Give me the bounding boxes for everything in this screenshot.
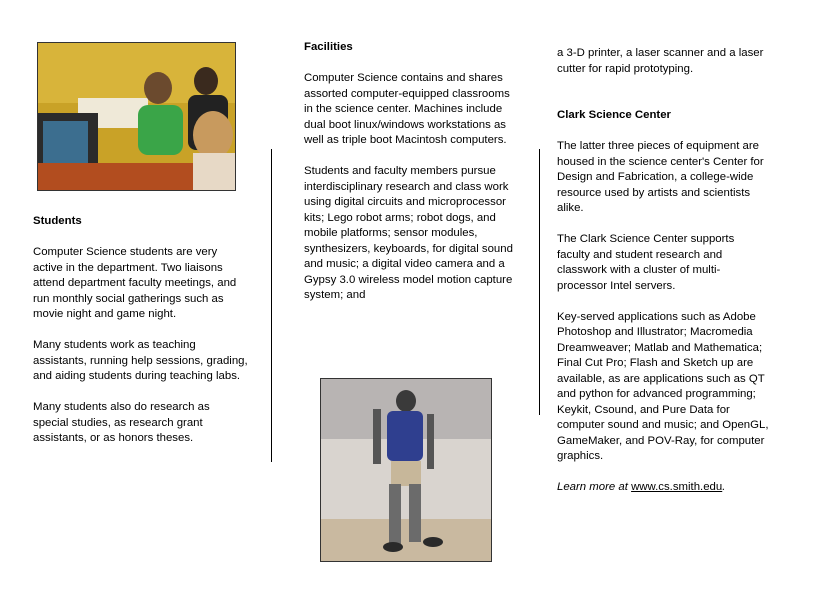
- website-link[interactable]: www.cs.smith.edu: [631, 481, 723, 493]
- facilities-paragraph: Computer Science contains and shares assorted computer-equipped classrooms in the science center. Machines include dual boot linux/windows workstations as well as triple boot Macintosh computers.: [304, 72, 510, 146]
- students-photo: [37, 42, 236, 191]
- students-paragraph: Computer Science students are very active in the department. Two liaisons attend department faculty meetings, and run monthly social gatherings such as movie night and game night.: [33, 246, 237, 320]
- clark-paragraph: The Clark Science Center supports faculty and student research and classwork with a cluster of multi-processor Intel servers.: [557, 233, 735, 292]
- learn-more: [557, 480, 769, 496]
- facilities-paragraph: Students and faculty members pursue interdisciplinary research and class work using digital circuits and microprocessor kits; Lego robot arms; robot dogs, and mobile platforms; sensor modules, synthesizers, keyboards, for digital sound and music; a digital video camera and a Gypsy 3.0 wireless model motion capture system; and: [304, 165, 513, 301]
- clark-paragraph: Key-served applications such as Adobe Photoshop and Illustrator; Macromedia Dreamweaver; Matlab and Mathematica; Final Cut Pro; Flash and Sketch up are available, as are applications such as QT and python for advanced programming; Keykit, Csound, and Pure Data for computer sound and music; and OpenGL, GameMaker, and POV-Ray, for computer graphics.: [557, 310, 769, 462]
- motion-capture-photo: [320, 378, 492, 562]
- clark-column: [557, 46, 769, 511]
- students-photo-graphic: [38, 43, 235, 190]
- column-divider: [271, 149, 272, 462]
- learn-more-prefix: Learn more at: [557, 481, 632, 493]
- students-paragraph: Many students also do research as special studies, as research grant assistants, or as honors theses.: [33, 401, 210, 444]
- column-divider: [539, 149, 540, 415]
- continuation-text: a 3-D printer, a laser scanner and a laser cutter for rapid prototyping.: [557, 47, 764, 75]
- students-column: [33, 214, 248, 462]
- facilities-column: [304, 40, 516, 319]
- students-paragraph: Many students work as teaching assistants, running help sessions, grading, and aiding students during teaching labs.: [33, 339, 248, 382]
- clark-heading: Clark Science Center: [557, 109, 671, 121]
- facilities-heading: Facilities: [304, 41, 353, 53]
- clark-paragraph: The latter three pieces of equipment are housed in the science center's Center for Design and Fabrication, a college-wide resource used by artists and scientists alike.: [557, 140, 764, 214]
- learn-more-suffix: .: [722, 481, 726, 493]
- students-heading: Students: [33, 215, 82, 227]
- motion-capture-photo-graphic: [321, 379, 491, 561]
